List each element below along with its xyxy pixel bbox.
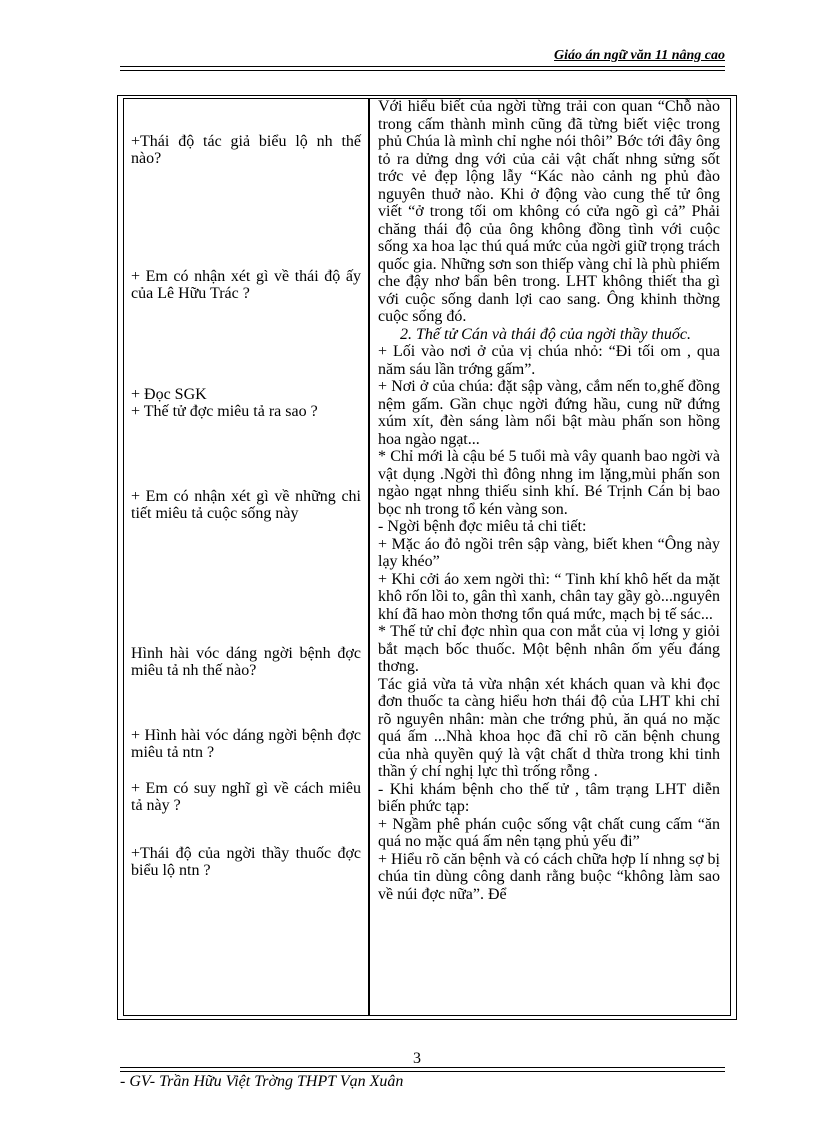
content-paragraph: * Thế tử chỉ đợc nhìn qua con mắt của vị lơng y giỏi bắt mạch bốc thuốc. Một bệnh nhân ốm yếu đáng thơng. — [378, 623, 720, 675]
section-heading: 2. Thế tử Cán và thái độ của ngời thầy thuốc. — [400, 325, 692, 343]
page-header: Giáo án ngữ văn 11 nâng cao — [554, 48, 725, 63]
question: + Đọc SGK — [131, 386, 207, 403]
question: + Thế tử đợc miêu tả ra sao ? — [131, 403, 318, 420]
content-paragraph: + Khi cởi áo xem ngời thì: “ Tinh khí khô hết da mặt khô rốn lồi to, gân thì xanh, chân tay gầy gò...nguyên khí đã hao mòn thơng tổn quá mức, mạch bị tế sác... — [378, 570, 720, 623]
footer-rule-bottom — [120, 1071, 725, 1072]
page-number: 3 — [413, 1050, 421, 1067]
content-paragraph: Với hiểu biết của ngời từng trải con quan “Chỗ nào trong cấm thành mình cũng đã từng biết việc trong phủ Chúa là mình chỉ nghe nói thôi” Bớc tới đây ông tỏ ra dửng dng với của cải vật chất nhng sửng sốt trớc vẻ đẹp lộng lẫy “Kác nào cảnh ng phủ đào nguyên thuở nào. Khi ở động vào cung thế tử ông viết “ở trong tối om không có cửa ngõ gì cả” Phải chăng thái độ của ông không đồng tình với cuộc sống xa hoa lạc thú quá mức của ngời giữ trọng trách quốc gia. Những sơn son thiếp vàng chỉ là phù phiếm che đậy nhơ bẩn bên trong. LHT không thiết tha gì với cuộc sống danh lợi cao sang. Ông khinh thờng cuộc sống đó. — [378, 98, 720, 325]
content-paragraph: + Mặc áo đỏ ngồi trên sập vàng, biết khen “Ông này lạy khéo” — [378, 535, 720, 570]
content-paragraph: Tác giả vừa tả vừa nhận xét khách quan và khi đọc đơn thuốc ta càng hiểu hơn thái độ của LHT khi chỉ rõ nguyên nhân: màn che trớng phủ, ăn quá no mặc quá ấm ...Nhà khoa học đã chỉ rõ căn bệnh chung của nhà quyền quý là vật chất d thừa trong khi tinh thần ý chí nghị lực thì trống rỗng . — [378, 675, 720, 780]
question: + Em có suy nghĩ gì về cách miêu tả này ? — [131, 780, 361, 814]
content-paragraph: * Chỉ mới là cậu bé 5 tuổi mà vây quanh bao ngời và vật dụng .Ngời thì đông nhng im lặng,mùi phấn son ngào ngạt nhng thiếu sinh khí. Bé Trịnh Cán bị bao bọc nh trong tổ kén vàng son. — [378, 448, 720, 518]
header-rule-bottom — [120, 70, 725, 71]
question: + Hình hài vóc dáng ngời bệnh đợc miêu tả ntn ? — [131, 727, 361, 761]
question: + Em có nhận xét gì về thái độ ấy của Lê Hữu Trác ? — [131, 268, 361, 302]
footer-rule-top — [120, 1067, 725, 1068]
content-paragraph: - Ngời bệnh đợc miêu tả chi tiết: — [378, 518, 587, 535]
header-rule-top — [120, 66, 725, 67]
content-paragraph: + Ngầm phê phán cuộc sống vật chất cung cấm “ăn quá no mặc quá ấm nên tạng phủ yếu đi” — [378, 815, 720, 850]
column-divider — [368, 98, 370, 1016]
page-footer: - GV- Trần Hữu Việt Trờng THPT Vạn Xuân — [120, 1073, 404, 1090]
question: + Em có nhận xét gì về những chi tiết miêu tả cuộc sống này — [131, 488, 361, 522]
content-paragraph: + Lối vào nơi ở của vị chúa nhỏ: “Đi tối om , qua năm sáu lần trớng gấm”. — [378, 343, 720, 378]
content-paragraph: + Hiểu rõ căn bệnh và có cách chữa hợp lí nhng sợ bị chúa tin dùng công danh rằng buộc “không làm sao về núi đợc nữa”. Để — [378, 850, 720, 903]
content-paragraph: + Nơi ở của chúa: đặt sập vàng, cắm nến to,ghế đồng nệm gấm. Gần chục ngời đứng hầu, cung nữ đứng xúm xít, đèn sáng làm nổi bật màu phấn son hồng hoa ngào ngạt... — [378, 378, 720, 448]
question: Hình hài vóc dáng ngời bệnh đợc miêu tả nh thế nào? — [131, 645, 361, 679]
content-column — [378, 98, 720, 1016]
content-paragraph: - Khi khám bệnh cho thế tử , tâm trạng LHT diễn biến phức tạp: — [378, 780, 720, 815]
question: +Thái độ của ngời thầy thuốc đợc biểu lộ ntn ? — [131, 845, 361, 879]
question: +Thái độ tác giả biểu lộ nh thế nào? — [131, 133, 361, 167]
